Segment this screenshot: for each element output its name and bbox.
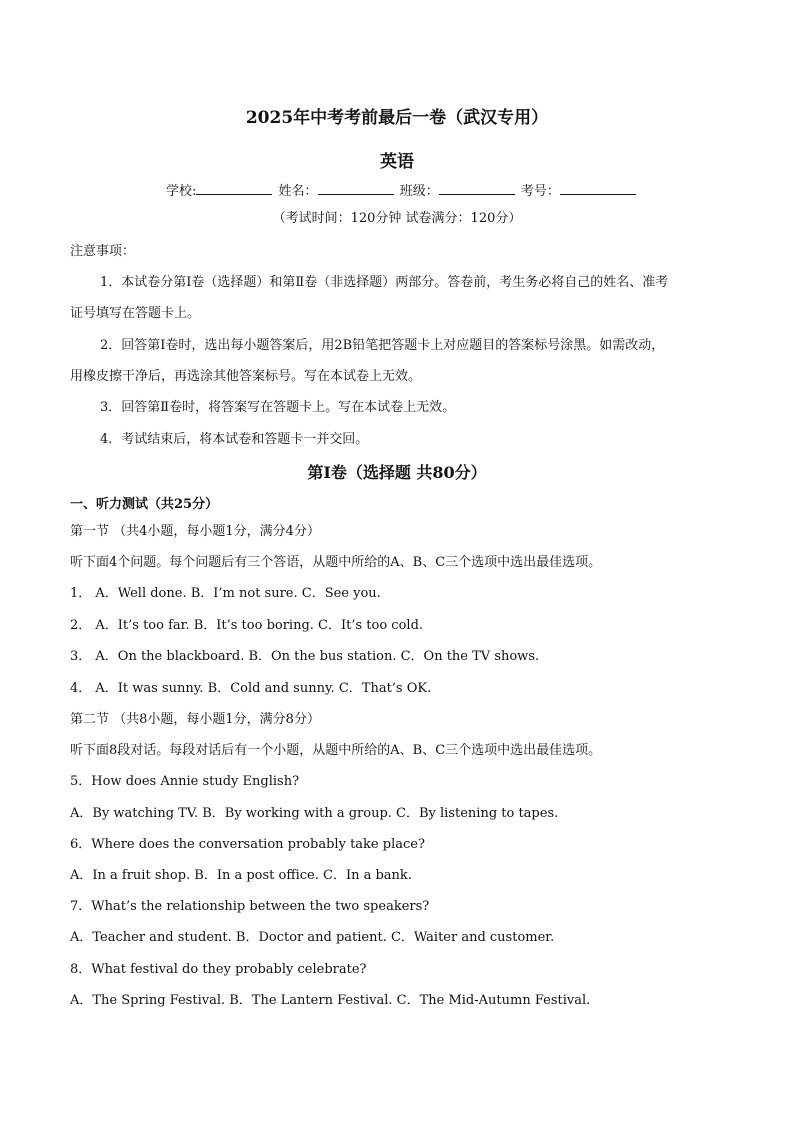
name-label: 姓名： [278, 184, 318, 199]
section-heading: 一、听力测试（共25分） [70, 497, 219, 512]
subsection-2-heading: 第二节 （共8小题，每小题1分，满分8分） [70, 712, 320, 727]
name-blank [318, 182, 394, 195]
question-2: 2． A．It’s too far. B．It’s too boring. C．It’s too cold. [70, 618, 424, 633]
school-blank [196, 182, 272, 195]
notice-item-3: 3．回答第Ⅱ卷时，将答案写在答题卡上。写在本试卷上无效。 [100, 400, 456, 415]
subject-heading: 英语 [380, 152, 414, 172]
class-blank [439, 182, 515, 195]
question-5: 5．How does Annie study English? [70, 774, 300, 789]
part-one-title: 第Ⅰ卷（选择题 共80分） [307, 463, 487, 482]
notice-item-2-line-1: 2．回答第Ⅰ卷时，选出每小题答案后，用2B铅笔把答题卡上对应题目的答案标号涂黑。如需改动， [100, 338, 665, 353]
number-label: 考号： [520, 184, 560, 199]
question-4: 4． A．It was sunny. B．Cold and sunny. C．That’s OK. [70, 681, 432, 696]
number-blank [560, 182, 636, 195]
student-info-line [166, 180, 638, 199]
question-3: 3． A．On the blackboard. B．On the bus station. C．On the TV shows. [70, 649, 540, 664]
notice-item-1-line-1: 1．本试卷分第Ⅰ卷（选择题）和第Ⅱ卷（非选择题）两部分。答卷前，考生务必将自己的姓名、准考 [100, 275, 669, 290]
question-5-options: A．By watching TV. B．By working with a group. C．By listening to tapes. [70, 806, 559, 821]
question-6: 6．Where does the conversation probably take place? [70, 837, 425, 852]
notice-item-1-line-2: 证号填写在答题卡上。 [70, 306, 201, 321]
question-7: 7．What’s the relationship between the two speakers? [70, 899, 430, 914]
class-label: 班级： [399, 184, 439, 199]
notice-item-4: 4．考试结束后，将本试卷和答题卡一并交回。 [100, 432, 369, 447]
notice-item-2-line-2: 用橡皮擦干净后，再选涂其他答案标号。写在本试卷上无效。 [70, 369, 422, 384]
subsection-1-heading: 第一节 （共4小题，每小题1分，满分4分） [70, 524, 320, 539]
question-8-options: A．The Spring Festival. B．The Lantern Festival. C．The Mid-Autumn Festival. [70, 993, 591, 1008]
school-label: 学校: [166, 184, 197, 199]
question-8: 8．What festival do they probably celebrate? [70, 962, 367, 977]
question-7-options: A．Teacher and student. B．Doctor and patient. C．Waiter and customer. [70, 930, 555, 945]
question-1: 1． A．Well done. B．I’m not sure. C．See you. [70, 586, 381, 601]
notice-heading: 注意事项： [70, 244, 136, 259]
subsection-1-instruction: 听下面4个问题。每个问题后有三个答语，从题中所给的A、B、C三个选项中选出最佳选项。 [70, 555, 602, 570]
exam-time-note: （考试时间：120分钟 试卷满分：120分） [272, 211, 522, 226]
exam-title: 2025年中考考前最后一卷（武汉专用） [245, 108, 549, 128]
subsection-2-instruction: 听下面8段对话。每段对话后有一个小题，从题中所给的A、B、C三个选项中选出最佳选项。 [70, 743, 602, 758]
question-6-options: A．In a fruit shop. B．In a post office. C．In a bank. [70, 868, 412, 883]
